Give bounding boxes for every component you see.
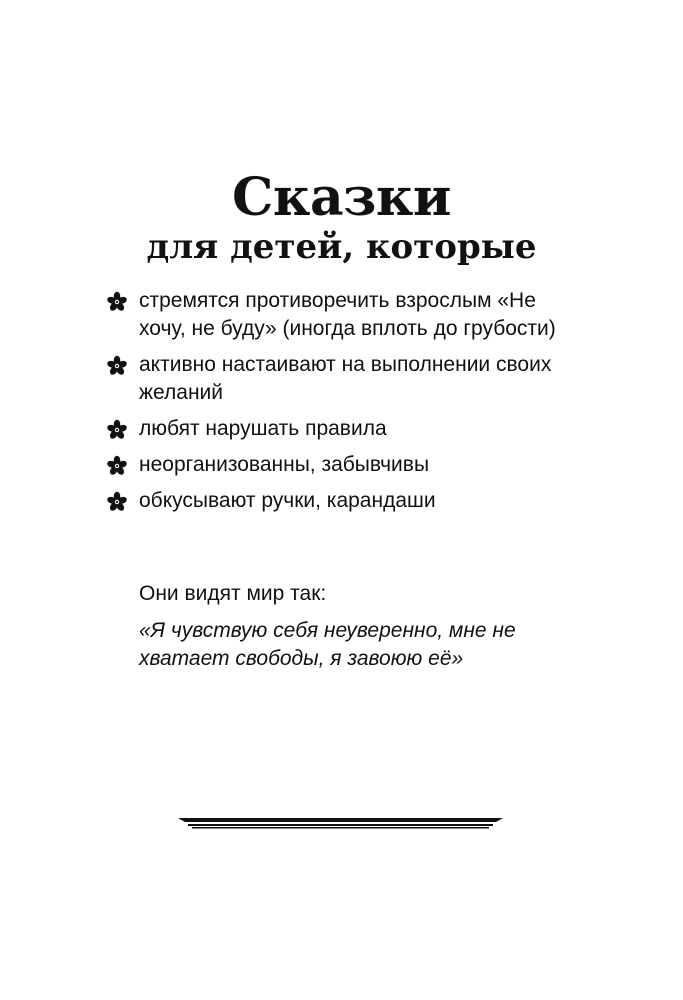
list-item-text: активно настаивают на выполнении своих желаний: [139, 353, 552, 404]
list-item: [105, 451, 575, 479]
flower-icon: [105, 354, 129, 378]
worldview-intro: Они видят мир так:: [139, 582, 327, 605]
flower-icon: [105, 454, 129, 478]
list-item-text: неорганизованны, забывчивы: [139, 453, 430, 476]
page-subtitle: для детей, которые: [146, 227, 537, 267]
list-item-text: любят нарушать правила: [139, 417, 387, 440]
list-item: [105, 415, 575, 443]
flower-icon: [105, 418, 129, 442]
list-item: [105, 287, 575, 343]
list-item: [105, 351, 575, 407]
flower-icon: [105, 490, 129, 514]
ornamental-divider: [178, 816, 503, 830]
list-item-text: обкусывают ручки, карандаши: [139, 489, 436, 512]
list-item-text: стремятся противоречить взрослым «Не хочу, не буду» (иногда вплоть до грубости): [139, 289, 556, 340]
flower-icon: [105, 290, 129, 314]
page-title: Сказки: [232, 167, 451, 228]
traits-list: [105, 287, 575, 523]
list-item: [105, 487, 575, 515]
worldview-quote: «Я чувствую себя неуверенно, мне не хватает свободы, я завоюю её»: [139, 619, 516, 670]
